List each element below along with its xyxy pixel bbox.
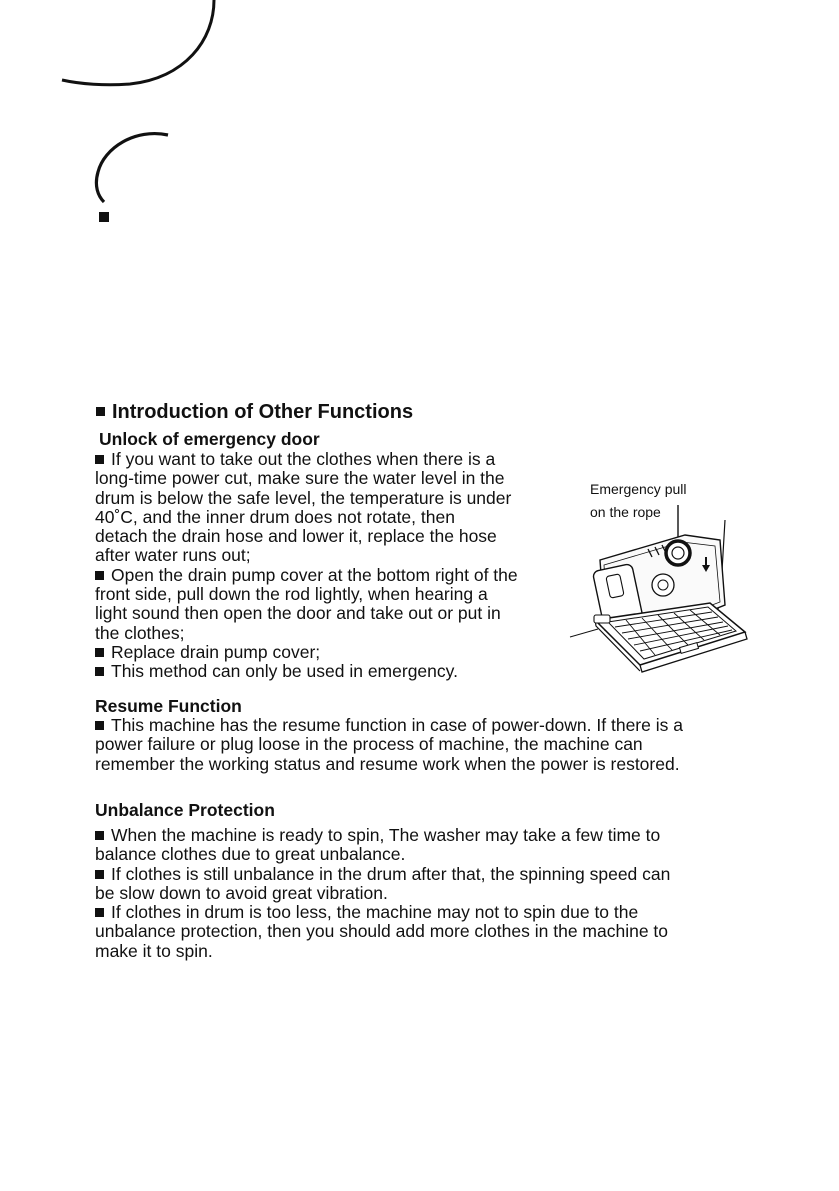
decorative-arcs <box>0 0 839 240</box>
unlock-line: long-time power cut, make sure the water level in the <box>95 468 505 489</box>
unbalance-line: If clothes is still unbalance in the drum after that, the spinning speed can <box>95 865 775 884</box>
unlock-line: detach the drain hose and lower it, replace the hose <box>95 526 497 547</box>
unlock-line: the clothes; <box>95 622 185 643</box>
resume-function-block <box>95 696 775 774</box>
stray-bullet-square <box>99 212 109 222</box>
bullet-square <box>95 571 104 580</box>
bullet-square <box>95 667 104 676</box>
unbalance-protection-block <box>95 800 775 961</box>
bullet-square <box>95 455 104 464</box>
unlock-heading: Unlock of emergency door <box>99 429 320 449</box>
resume-line: power failure or plug loose in the process of machine, the machine can <box>95 734 643 755</box>
unlock-line: Open the drain pump cover at the bottom right of the <box>95 566 585 585</box>
unbalance-line: unbalance protection, then you should add more clothes in the machine to <box>95 921 669 942</box>
unbalance-line: When the machine is ready to spin, The washer may take a few time to <box>95 826 775 845</box>
emergency-pull-knob <box>666 541 690 565</box>
small-arc <box>96 134 168 202</box>
unlock-line: This method can only be used in emergency. <box>95 662 585 681</box>
unbalance-line: If clothes in drum is too less, the machine may not to spin due to the <box>95 903 775 922</box>
drain-pump-illustration <box>560 505 760 680</box>
caption-line-2: on the rope <box>590 504 661 520</box>
unbalance-line: be slow down to avoid great vibration. <box>95 882 388 903</box>
bullet-square <box>96 407 105 416</box>
leader-line <box>570 629 598 637</box>
bullet-square <box>95 908 104 917</box>
unlock-line: 40˚C, and the inner drum does not rotate, then <box>95 506 455 527</box>
bullet-square <box>95 721 104 730</box>
bullet-square <box>95 870 104 879</box>
unlock-line: after water runs out; <box>95 545 251 566</box>
section-title-text: Introduction of Other Functions <box>112 401 414 423</box>
unlock-line: light sound then open the door and take out or put in <box>95 603 501 624</box>
unlock-line: If you want to take out the clothes when there is a <box>95 450 585 469</box>
top-arc <box>62 0 214 85</box>
resume-heading: Resume Function <box>95 696 242 716</box>
unbalance-line: balance clothes due to great unbalance. <box>95 844 406 865</box>
unlock-line: drum is below the safe level, the temperature is under <box>95 487 512 508</box>
unbalance-heading: Unbalance Protection <box>95 800 275 820</box>
unlock-line: front side, pull down the rod lightly, when hearing a <box>95 584 488 605</box>
drain-outlet <box>652 574 674 596</box>
section-title <box>96 401 413 424</box>
unlock-line: Replace drain pump cover; <box>95 643 585 662</box>
bullet-square <box>95 831 104 840</box>
resume-line: This machine has the resume function in case of power-down. If there is a <box>95 716 775 735</box>
caption-line-1: Emergency pull <box>590 481 687 497</box>
resume-line: remember the working status and resume work when the power is restored. <box>95 753 680 774</box>
unlock-emergency-door-block <box>95 429 585 682</box>
bullet-square <box>95 648 104 657</box>
unbalance-line: make it to spin. <box>95 940 213 961</box>
